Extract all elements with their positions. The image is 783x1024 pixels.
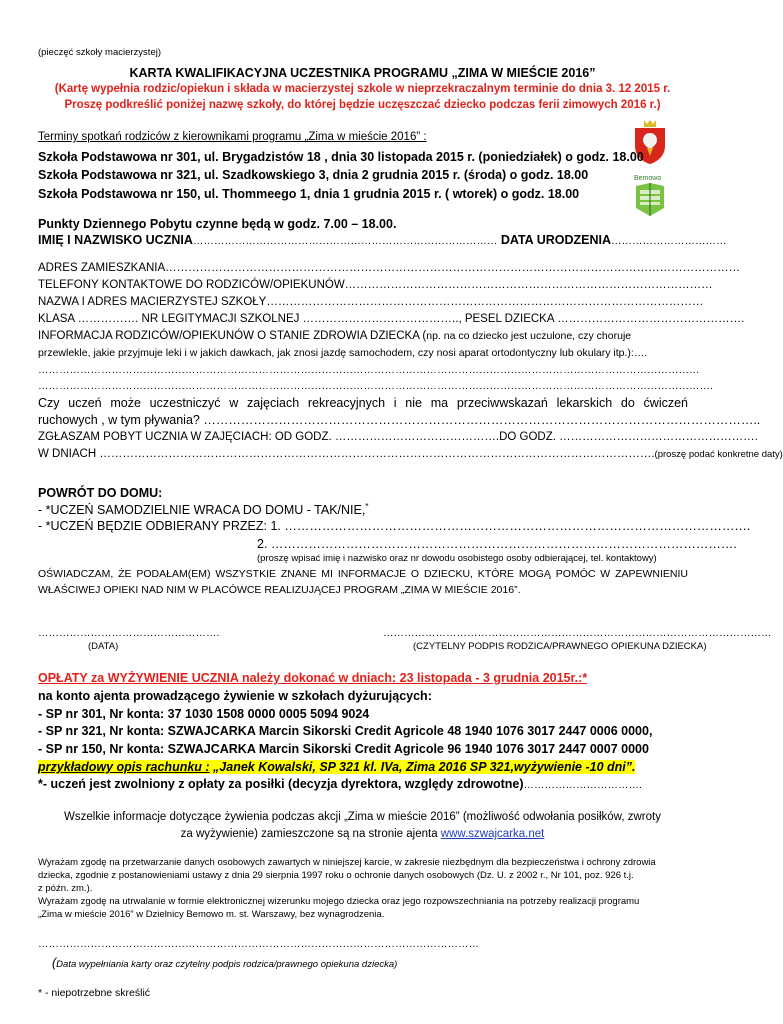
pickup-person-2-field[interactable]: 2. ………………………………………………………………………………………………….: [257, 537, 737, 551]
consent-line-4: Wyrażam zgodę na utrwalanie w formie elektronicznej wizerunku mojego dziecka oraz jego rozpowszechniania na potrzeby realizacji programu: [38, 896, 640, 907]
student-name-dots: ……………………………………………………………………………: [192, 235, 498, 247]
bemowo-logo-icon: [632, 172, 668, 218]
account-sp321: [38, 724, 652, 739]
payment-exemption[interactable]: [38, 777, 642, 792]
activity-question-2[interactable]: ruchowych , w tym pływania? ……………………………………………………………………………………………………………………..: [38, 413, 761, 427]
return-alone-text: - *UCZEŃ SAMODZIELNIE WRACA DO DOMU - TAK/NIE,: [38, 503, 366, 518]
return-alone-star: *: [365, 502, 369, 511]
meals-info-line-1: Wszelkie informacje dotyczące żywienia podczas akcji „Zima w mieście 2016” (możliwość odwołania posiłków, zwroty: [64, 811, 661, 823]
return-heading: POWRÓT DO DOMU:: [38, 486, 163, 500]
parent-signature-dots[interactable]: …………………………………………………………………………………………………: [383, 627, 772, 639]
meeting-school-321: Szkoła Podstawowa nr 321, ul. Szadkowskiego 3, dnia 2 grudnia 2015 r. (środa) o godz. 18.00: [38, 168, 589, 182]
health-info-label: [38, 330, 631, 344]
payment-exemption-dots: …………………………….: [523, 779, 642, 791]
date-signature-dots[interactable]: …………………………………………….: [38, 627, 220, 639]
payment-account-intro: na konto ajenta prowadzącego żywienie w szkołach dyżurujących:: [38, 689, 432, 703]
account-sp150: [38, 742, 649, 757]
birth-date-dots: ……………………………: [611, 235, 727, 247]
account-sp150-number: Nr konta: SZWAJCARKA Marcin Sikorski Credit Agricole 96 1940 1076 3017 2447 0007 0000: [105, 742, 649, 756]
account-sp321-number: Nr konta: SZWAJCARKA Marcin Sikorski Credit Agricole 48 1940 1076 3017 2447 0006 0000,: [105, 724, 653, 738]
class-pesel-field[interactable]: KLASA ……………. NR LEGITYMACJI SZKOLNEJ ………………………………….., PESEL DZIECKA ………………………………………….: [38, 313, 745, 325]
payment-heading: OPŁATY za WYŻYWIENIE UCZNIA należy dokonać w dniach: 23 listopada - 3 grudnia 2015r.:*: [38, 671, 588, 685]
return-alone-option[interactable]: [38, 502, 368, 518]
instruction-line-2: Proszę podkreślić poniżej nazwę szkoły, do której będzie uczęszczać dziecko podczas ferii zimowych 2016 r.): [64, 99, 661, 111]
health-info-dots-2[interactable]: ………………………………………………………………………………………………………………………………………………………………………….: [38, 380, 713, 392]
consent-line-2: dziecka, zgodnie z postanowieniami ustawy z dnia 29 sierpnia 1997 roku o ochronie danych osobowych (Dz. U. z 2002 r., Nr 101, poz. 926 t.j.: [38, 870, 634, 881]
student-name-field[interactable]: [38, 233, 727, 248]
pickup-note: (proszę wpisać imię i nazwisko oraz nr dowodu osobistego osoby odbierającej, tel. kontaktowy): [257, 553, 657, 564]
health-info-dots-1[interactable]: ………………………………………………………………………………………………………………………………………………………………………: [38, 364, 700, 376]
payment-example-text: „Janek Kowalski, SP 321 kl. IVa, Zima 2016 SP 321,wyżywienie -10 dni”.: [209, 760, 636, 774]
health-info-note: np. na co dziecko jest uczulone, czy choruje: [426, 330, 632, 342]
meals-info-text: za wyżywienie) zamieszczone są na stronie ajenta: [180, 828, 441, 840]
phones-field[interactable]: TELEFONY KONTAKTOWE DO RODZICÓW/OPIEKUNÓW……………………………………………………………………………………: [38, 279, 713, 291]
attendance-days-label: W DNIACH ……………………………………………………………………………………………………………………………….: [38, 448, 655, 460]
consent-signature-dots[interactable]: ………………………………………………………………………………………………………………: [38, 938, 479, 950]
instruction-line-1: (Kartę wypełnia rodzic/opiekun i składa w macierzystej szkole w nieprzekraczalnym terminie do dnia 3. 12 2015 r.: [54, 83, 671, 95]
activity-question-1: Czy uczeń może uczestniczyć w zajęciach rekreacyjnych i nie ma przeciwwskazań lekarskich do ćwiczeń: [38, 396, 688, 410]
school-stamp-label: (pieczęć szkoły macierzystej): [38, 47, 161, 58]
attendance-hours-field[interactable]: ZGŁASZAM POBYT UCZNIA W ZAJĘCIACH: OD GODZ. …………………………………….DO GODZ. …………………………………………….: [38, 431, 758, 443]
attendance-days-note: (proszę podać konkretne daty): [654, 449, 783, 460]
meeting-school-301: Szkoła Podstawowa nr 301, ul. Brygadzistów 18 , dnia 30 listopada 2015 r. (poniedziałek) o godz. 18.00: [38, 150, 644, 164]
account-sp321-label: - SP nr 321,: [38, 724, 106, 738]
meeting-school-150: Szkoła Podstawowa nr 150, ul. Thommeego 1, dnia 1 grudnia 2015 r. ( wtorek) o godz. 18.00: [38, 187, 580, 201]
consent-line-5: „Zima w mieście 2016” w Dzielnicy Bemowo m. st. Warszawy, bez wynagrodzenia.: [38, 909, 385, 920]
student-name-label: IMIĘ I NAZWISKO UCZNIA: [38, 233, 193, 247]
parent-signature-label: (CZYTELNY PODPIS RODZICA/PRAWNEGO OPIEKUNA DZIECKA): [413, 641, 707, 652]
declaration-line-1: OŚWIADCZAM, ŻE PODAŁAM(EM) WSZYSTKIE ZNANE MI INFORMACJE O DZIECKU, KTÓRE MOGĄ POMÓC W ZAPEWNIENIU: [38, 568, 688, 580]
meals-info-line-2: [0, 828, 725, 842]
footnote: * - niepotrzebne skreślić: [38, 987, 151, 999]
account-sp150-label: - SP nr 150,: [38, 742, 106, 756]
caterer-website-link[interactable]: www.szwajcarka.net: [440, 828, 545, 840]
account-sp301-label: - SP nr 301,: [38, 707, 106, 721]
payment-exemption-text: *- uczeń jest zwolniony z opłaty za posiłki (decyzja dyrektora, względy zdrowotne): [38, 777, 524, 791]
attendance-days-field[interactable]: [38, 448, 783, 462]
account-sp301: [38, 707, 369, 722]
consent-line-3: z późn. zm.).: [38, 883, 93, 894]
account-sp301-number: Nr konta: 37 1030 1508 0000 0005 5094 9024: [105, 707, 370, 721]
address-field[interactable]: ADRES ZAMIESZKANIA……………………………………………………………………………………………………………………………………: [38, 262, 741, 274]
bemowo-logo-text: Bemowo: [634, 175, 662, 182]
consent-signature-paren: (: [52, 956, 57, 970]
pickup-person-1-field[interactable]: - *UCZEŃ BĘDZIE ODBIERANY PRZEZ: 1. ………………………………………………………………………………………………….: [38, 519, 751, 533]
consent-signature-label: [52, 953, 397, 972]
document-title: KARTA KWALIFIKACYJNA UCZESTNIKA PROGRAMU „ZIMA W MIEŚCIE 2016”: [129, 66, 596, 80]
meetings-intro: Terminy spotkań rodziców z kierownikami programu „Zima w mieście 2016” :: [38, 131, 427, 143]
health-info-note-2: przewlekle, jakie przyjmuje leki i w jakich dawkach, jak znosi jazdę samochodem, czy nosi aparat ortodontyczny lub okulary itp.):….: [38, 347, 648, 359]
health-info-main: INFORMACJA RODZICÓW/OPIEKUNÓW O STANIE ZDROWIA DZIECKA (: [38, 330, 427, 342]
date-signature-label: (DATA): [88, 641, 119, 652]
consent-signature-text: Data wypełniania karty oraz czytelny podpis rodzica/prawnego opiekuna dziecka): [56, 959, 398, 970]
school-name-field[interactable]: NAZWA I ADRES MACIERZYSTEJ SZKOŁY……………………………………………………………………………………………………: [38, 296, 704, 308]
declaration-line-2: WŁAŚCIWEJ OPIEKI NAD NIM W PLACÓWCE REALIZUJĄCEJ PROGRAM „ZIMA W MIEŚCIE 2016”.: [38, 584, 521, 596]
birth-date-label: DATA URODZENIA: [500, 233, 612, 247]
payment-example-label: przykładowy opis rachunku :: [38, 760, 210, 774]
payment-example: [38, 760, 635, 775]
consent-line-1: Wyrażam zgodę na przetwarzanie danych osobowych zawartych w niniejszej karcie, w zakresie niezbędnym dla bezpieczeństwa i ochrony zdrowia: [38, 857, 656, 868]
opening-hours: Punkty Dziennego Pobytu czynne będą w godz. 7.00 – 18.00.: [38, 217, 397, 231]
